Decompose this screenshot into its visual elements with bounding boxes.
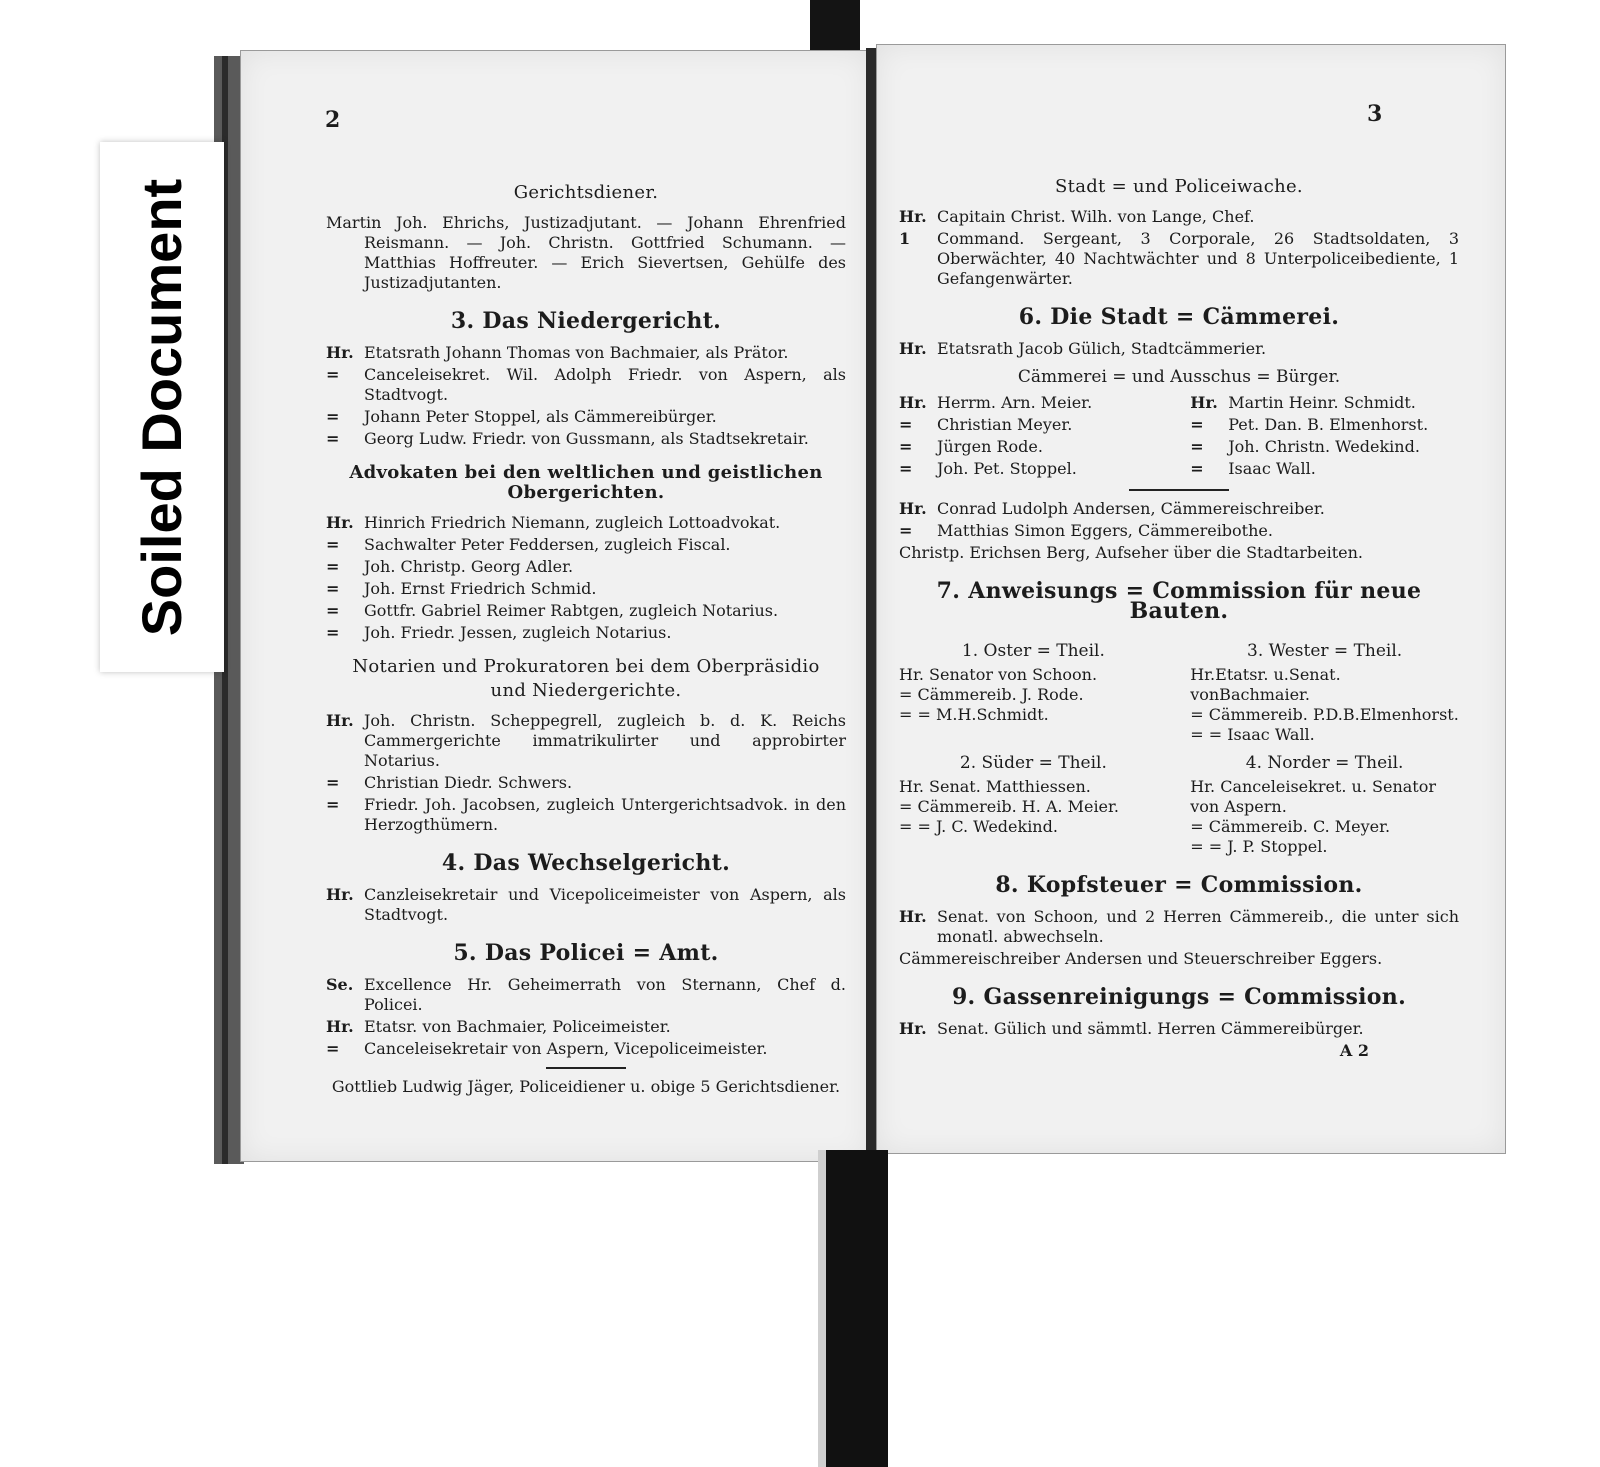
section-subtitle: Cämmerei = und Ausschus = Bürger. [1017,367,1341,387]
district-line: Hr. Senator von Schoon. [899,665,1098,684]
divider [1129,489,1229,491]
section-title: 4. Das Wechselgericht. [441,850,731,876]
section-title: Notarien und Prokuratoren bei dem Oberpräsidio [352,656,820,677]
list-item: = Friedr. Joh. Jacobsen, zugleich Untergerichtsadvok. in den Herzogthümern. [326,795,846,834]
district-line: = Cämmereib. P.D.B.Elmenhorst. [1190,705,1459,724]
right-page [876,44,1506,1154]
district-line: = = M.H.Schmidt. [899,705,1049,724]
list-item: = Joh. Ernst Friedrich Schmid. [326,579,597,598]
entry-list [326,513,846,643]
section-title: 7. Anweisungs = Commission für neue Bauten. [936,578,1422,624]
list-item: = Gottfr. Gabriel Reimer Rabtgen, zugleich Notarius. [326,601,779,620]
district-suder [899,745,1168,857]
footer-line: Gottlieb Ludwig Jäger, Policeidiener u. obige 5 Gerichtsdiener. [331,1077,841,1096]
district-grid-top [899,633,1459,745]
list-item: = Christian Meyer. [899,415,1073,434]
list-item: Hr. Hinrich Friedrich Niemann, zugleich Lottoadvokat. [326,513,781,532]
list-item: = Canceleisekretair von Aspern, Vicepoliceimeister. [326,1039,768,1058]
list-item: = Joh. Friedr. Jessen, zugleich Notarius. [326,623,672,642]
section-title: Gerichtsdiener. [513,182,659,203]
section-title: Advokaten bei den weltlichen und geistlichen Obergerichten. [349,462,823,503]
district-line: = = J. P. Stoppel. [1190,837,1328,856]
list-item: Hr. Senat. von Schoon, und 2 Herren Cämmereib., die unter sich monatl. abwechseln. [899,907,1459,946]
divider [546,1067,626,1069]
district-wester [1190,633,1459,745]
section-title: Stadt = und Policeiwache. [1055,176,1303,197]
district-line: = Cämmereib. C. Meyer. [1190,817,1391,836]
list-item: = Joh. Christn. Wedekind. [1190,437,1420,456]
section-title: 5. Das Policei = Amt. [453,940,719,966]
list-item: = Pet. Dan. B. Elmenhorst. [1190,415,1429,434]
plain-line: Christp. Erichsen Berg, Aufseher über die Stadtarbeiten. [899,543,1363,562]
list-item: = Isaac Wall. [1190,459,1316,478]
list-item: Se. Excellence Hr. Geheimerrath von Sternann, Chef d. Policei. [326,975,846,1014]
district-title: 4. Norder = Theil. [1245,753,1404,773]
list-item: Hr. Herrm. Arn. Meier. [899,393,1093,412]
district-line: = Cämmereib. H. A. Meier. [899,797,1119,816]
paragraph: Martin Joh. Ehrichs, Justizadjutant. — Johann Ehrenfried Reismann. — Joh. Christn. Gottfried Schumann. — Matthias Hoffreuter. — Erich Sievertsen, Gehülfe des Justizadjutanten. [326,213,846,292]
section-title: 9. Gassenreinigungs = Commission. [951,984,1407,1010]
list-item: Hr. Etatsrath Jacob Gülich, Stadtcämmerier. [899,339,1267,358]
district-line: = = J. C. Wedekind. [899,817,1058,836]
district-title: 2. Süder = Theil. [959,753,1107,773]
district-line: = = Isaac Wall. [1190,725,1315,744]
list-item: = Georg Ludw. Friedr. von Gussmann, als Stadtsekretair. [326,429,809,448]
list-item: Hr. Senat. Gülich und sämmtl. Herren Cämmereibürger. [899,1019,1364,1038]
district-title: 1. Oster = Theil. [961,641,1105,661]
district-grid-bottom [899,745,1459,857]
list-item: = Matthias Simon Eggers, Cämmereibothe. [899,521,1273,540]
list-item: = Joh. Christp. Georg Adler. [326,557,574,576]
bookmark-ribbon-bottom [826,1150,888,1467]
list-item: = Canceleisekret. Wil. Adolph Friedr. von Aspern, als Stadtvogt. [326,365,846,404]
list-item: Hr. Canzleisekretair und Vicepoliceimeister von Aspern, als Stadtvogt. [326,885,846,924]
district-line: Hr. Canceleisekret. u. Senator von Aspern. [1190,777,1436,816]
document-label-text: Soiled Document [130,178,194,636]
left-page [240,50,870,1162]
list-item: = Johann Peter Stoppel, als Cämmereibürger. [326,407,717,426]
list-item: Hr. Martin Heinr. Schmidt. [1190,393,1416,412]
list-item: = Sachwalter Peter Feddersen, zugleich Fiscal. [326,535,731,554]
list-item: Hr. Etatsr. von Bachmaier, Policeimeister. [326,1017,671,1036]
list-item: = Joh. Pet. Stoppel. [899,459,1077,478]
left-page-content [326,169,846,1097]
district-norder [1190,745,1459,857]
district-line: Hr. Senat. Matthiessen. [899,777,1091,796]
signature-mark: A 2 [1339,1041,1369,1060]
district-title: 3. Wester = Theil. [1247,641,1403,661]
entry-list [326,343,846,449]
list-item: 1 Command. Sergeant, 3 Corporale, 26 Stadtsoldaten, 3 Oberwächter, 40 Nachtwächter und 8 Unterpoliceibediente, 1 Gefangenwärter. [899,229,1459,288]
district-line: = Cämmereib. J. Rode. [899,685,1084,704]
district-oster [899,633,1168,745]
right-page-content [899,163,1459,1061]
section-title: 8. Kopfsteuer = Commission. [995,872,1363,898]
section-title: 3. Das Niedergericht. [450,308,722,334]
entry-list [326,975,846,1059]
document-label [100,142,224,672]
list-item: Hr. Conrad Ludolph Andersen, Cämmereischreiber. [899,499,1325,518]
page-number: 3 [1367,101,1383,127]
district-line: Hr.Etatsr. u.Senat. vonBachmaier. [1190,665,1341,704]
column-right [1190,391,1459,481]
section-title: 6. Die Stadt = Cämmerei. [1018,304,1340,330]
two-column-list [899,391,1459,481]
section-subtitle: und Niedergerichte. [490,680,682,701]
column-left [899,391,1168,481]
list-item: Hr. Etatsrath Johann Thomas von Bachmaier, als Prätor. [326,343,789,362]
list-item: Hr. Capitain Christ. Wilh. von Lange, Chef. [899,207,1255,226]
page-number: 2 [325,107,341,133]
list-item: = Jürgen Rode. [899,437,1043,456]
list-item: Hr. Joh. Christn. Scheppegrell, zugleich b. d. K. Reichs Cammergerichte immatrikulirter und approbirter Notarius. [326,711,846,770]
plain-line: Cämmereischreiber Andersen und Steuerschreiber Eggers. [899,949,1383,968]
list-item: = Christian Diedr. Schwers. [326,773,573,792]
entry-list [326,711,846,835]
